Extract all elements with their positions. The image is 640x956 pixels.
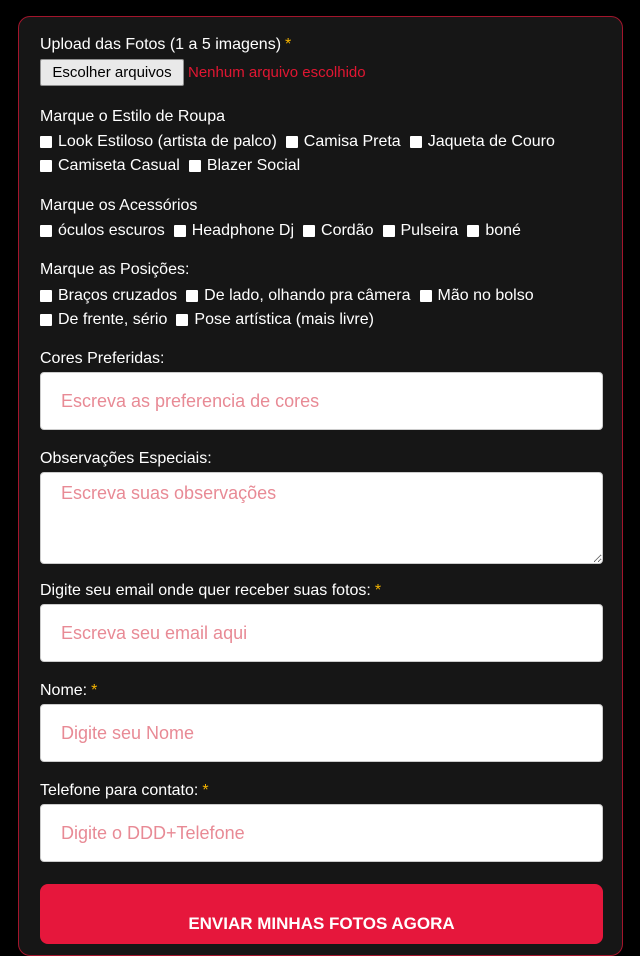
name-input[interactable] — [40, 704, 603, 762]
checkbox-de-frente-serio[interactable]: De frente, sério — [40, 311, 167, 329]
checkbox-blazer-social[interactable]: Blazer Social — [189, 157, 300, 175]
required-mark: * — [91, 682, 98, 699]
notes-label: Observações Especiais: — [40, 450, 212, 467]
checkbox-de-lado[interactable]: De lado, olhando pra câmera — [186, 287, 410, 305]
email-label: Digite seu email onde quer receber suas fotos: * — [40, 582, 382, 599]
required-mark: * — [202, 782, 209, 799]
checkbox-icon[interactable] — [189, 160, 201, 172]
checkbox-pulseira[interactable]: Pulseira — [383, 222, 459, 240]
style-options-row-2 — [40, 157, 309, 175]
email-input[interactable] — [40, 604, 603, 662]
positions-options-row-1 — [40, 287, 543, 305]
checkbox-icon[interactable] — [467, 225, 479, 237]
phone-input[interactable] — [40, 804, 603, 862]
checkbox-icon[interactable] — [40, 160, 52, 172]
choose-files-button[interactable]: Escolher arquivos — [40, 59, 184, 86]
file-status-text: Nenhum arquivo escolhido — [188, 64, 366, 81]
phone-label: Telefone para contato: * — [40, 782, 209, 799]
name-label: Nome: * — [40, 682, 98, 699]
checkbox-headphone-dj[interactable]: Headphone Dj — [174, 222, 294, 240]
positions-options-row-2 — [40, 311, 383, 329]
checkbox-icon[interactable] — [303, 225, 315, 237]
accessories-options-row — [40, 222, 530, 240]
checkbox-icon[interactable] — [383, 225, 395, 237]
checkbox-camiseta-casual[interactable]: Camiseta Casual — [40, 157, 180, 175]
checkbox-icon[interactable] — [420, 290, 432, 302]
upload-label: Upload das Fotos (1 a 5 imagens) * — [40, 36, 292, 53]
checkbox-bracos-cruzados[interactable]: Braços cruzados — [40, 287, 177, 305]
required-mark: * — [374, 582, 382, 599]
checkbox-icon[interactable] — [410, 136, 422, 148]
checkbox-camisa-preta[interactable]: Camisa Preta — [286, 133, 401, 151]
checkbox-mao-no-bolso[interactable]: Mão no bolso — [420, 287, 534, 305]
checkbox-icon[interactable] — [286, 136, 298, 148]
checkbox-icon[interactable] — [186, 290, 198, 302]
style-group-label: Marque o Estilo de Roupa — [40, 108, 225, 125]
checkbox-icon[interactable] — [40, 225, 52, 237]
checkbox-icon[interactable] — [40, 136, 52, 148]
required-mark: * — [285, 36, 292, 53]
checkbox-pose-artistica[interactable]: Pose artística (mais livre) — [176, 311, 374, 329]
accessories-group-label: Marque os Acessórios — [40, 197, 198, 214]
checkbox-icon[interactable] — [40, 290, 52, 302]
checkbox-jaqueta-couro[interactable]: Jaqueta de Couro — [410, 133, 555, 151]
checkbox-icon[interactable] — [174, 225, 186, 237]
checkbox-look-estiloso[interactable]: Look Estiloso (artista de palco) — [40, 133, 277, 151]
positions-group-label: Marque as Posições: — [40, 261, 190, 278]
style-options-row-1 — [40, 133, 564, 151]
colors-input[interactable] — [40, 372, 603, 430]
notes-textarea[interactable] — [40, 472, 603, 564]
checkbox-oculos-escuros[interactable]: óculos escuros — [40, 222, 165, 240]
checkbox-bone[interactable]: boné — [467, 222, 521, 240]
submit-button[interactable]: ENVIAR MINHAS FOTOS AGORA — [40, 884, 603, 944]
checkbox-cordao[interactable]: Cordão — [303, 222, 373, 240]
checkbox-icon[interactable] — [40, 314, 52, 326]
colors-label: Cores Preferidas: — [40, 350, 165, 367]
checkbox-icon[interactable] — [176, 314, 188, 326]
